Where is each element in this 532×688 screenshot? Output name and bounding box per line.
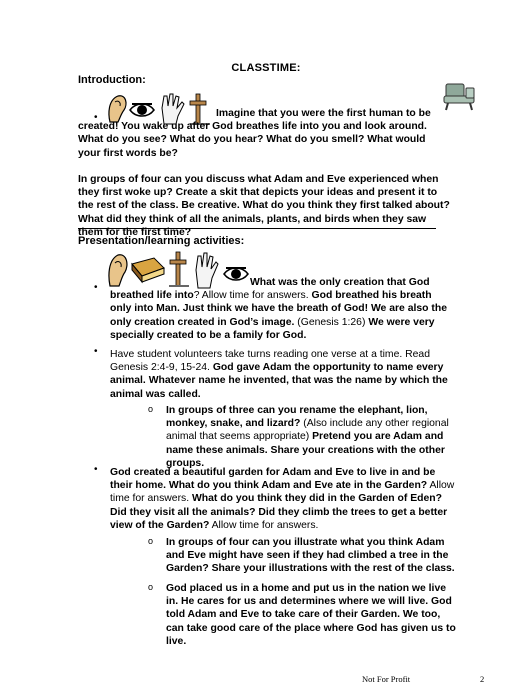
item3-note-2: Allow time for answers. <box>209 519 319 531</box>
item2-text: God gave Adam the opportunity to name every animal. Whatever name he invented, that was the name by which the animal was called. <box>110 362 448 400</box>
presentation-item-3-sub-1: In groups of four can you illustrate what you think Adam and Eve might have seen if they had climbed a tree in the Garden? Share your illustrations with the rest of the class. <box>166 537 455 575</box>
bullet-marker: • <box>94 464 98 475</box>
sub-bullet-marker: o <box>148 582 154 592</box>
item2-instruction: Have student volunteers take turns reading one verse at a time. Read Genesis 2:4-9, 15-24. <box>110 349 430 374</box>
presentation-heading: Presentation/learning activities: <box>78 235 245 247</box>
presentation-item-2 <box>110 348 455 401</box>
item1-reference: (Genesis 1:26) <box>294 316 366 328</box>
intro-paragraph-2: In groups of four can you discuss what Adam and Eve experienced when they first woke up? Create a skit that depicts your ideas and present it to the rest of the class. Be creative. What do you think they first talked about? What did they think of all the animals, plants, and birds when they saw them for the first time? <box>78 174 450 238</box>
sub-bullet-marker: o <box>148 404 154 414</box>
item2-sub-note: (Also include any other regional animal that seems appropriate) <box>166 418 449 443</box>
bullet-marker: • <box>94 282 98 293</box>
item2-sub-question: In groups of three can you rename the elephant, lion, monkey, snake, and lizard? <box>166 405 428 430</box>
item3-note-1: Allow time for answers. <box>110 480 455 505</box>
item2-sub-text: Pretend you are Adam and name these animals. Share your creations with the other groups. <box>166 431 445 469</box>
introduction-heading: Introduction: <box>78 74 146 86</box>
presentation-item-3 <box>110 466 455 532</box>
page-title: CLASSTIME: <box>231 62 301 74</box>
item3-questions: What do you think they did in the Garden of Eden? Did they visit all the animals? Did they climb the trees to get a better view of the Garden? <box>110 493 448 531</box>
item1-text: God breathed his breath only into Man. Just think we have the breath of God! We are also the only creation created in God’s image. <box>110 290 447 328</box>
item1-note: ? Allow time for answers. <box>193 290 309 302</box>
divider <box>78 228 436 229</box>
presentation-item-1 <box>110 276 455 342</box>
item1-conclusion: We were very specially created to be a family for God. <box>110 316 435 341</box>
bullet-marker: • <box>94 112 98 123</box>
presentation-item-3-sub-2: God placed us in a home and put us in the nation we live in. He cares for us and determines where we will live. God told Adam and Eve to take care of their Garden. We too, can take good care of the place where God has given us to live. <box>166 583 456 647</box>
footer-label: Not For Profit <box>362 674 411 684</box>
bullet-marker: • <box>94 346 98 357</box>
presentation-item-2-sub <box>166 404 456 470</box>
sub-bullet-marker: o <box>148 536 154 546</box>
page-number: 2 <box>480 674 485 684</box>
intro-paragraph-1: Imagine that you were the first human to be created! You wake up after God breathes life into you and look around. What do you see? What do you hear? What do you smell? What would your first words be? <box>78 108 431 159</box>
item3-text: God created a beautiful garden for Adam and Eve to live in and be their home. What do you think Adam and Eve ate in the Garden? <box>110 467 436 492</box>
item1-question: What was the only creation that God breathed life into <box>110 277 430 302</box>
